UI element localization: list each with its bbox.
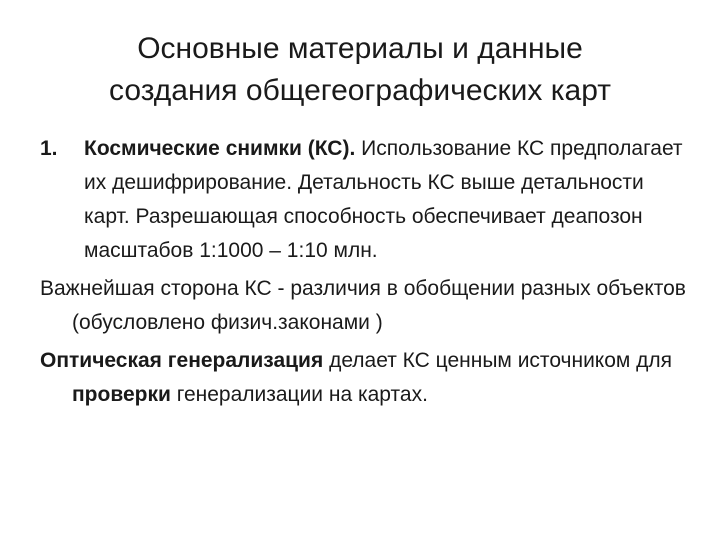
term-space-images: Космические снимки (КС). <box>84 137 356 160</box>
slide-title <box>60 28 660 112</box>
paragraph-text-2: генерализации на картах. <box>170 383 428 406</box>
term-verification: проверки <box>72 383 171 406</box>
list-number: 1. <box>40 137 58 160</box>
paragraph-key-aspect <box>40 272 690 340</box>
list-item-space-images <box>40 132 690 268</box>
title-line-1: Основные материалы и данные <box>137 32 583 65</box>
title-line-2: создания общегеографических карт <box>109 74 611 107</box>
paragraph-optical-generalization <box>40 344 690 412</box>
term-optical-generalization: Оптическая генерализация <box>40 349 324 372</box>
paragraph-text-1: делает КС ценным источником для <box>323 349 673 372</box>
item-text: Использование КС предполагает их дешифрирование. Детальность КС выше детальности карт. Разрешающая способность обеспечивает деапозон масштабов 1:1000 – 1:10 млн. <box>84 137 683 262</box>
slide-content <box>40 132 690 416</box>
paragraph-text: Важнейшая сторона КС - различия в обобщении разных объектов (обусловлено физич.законами ) <box>40 277 686 334</box>
